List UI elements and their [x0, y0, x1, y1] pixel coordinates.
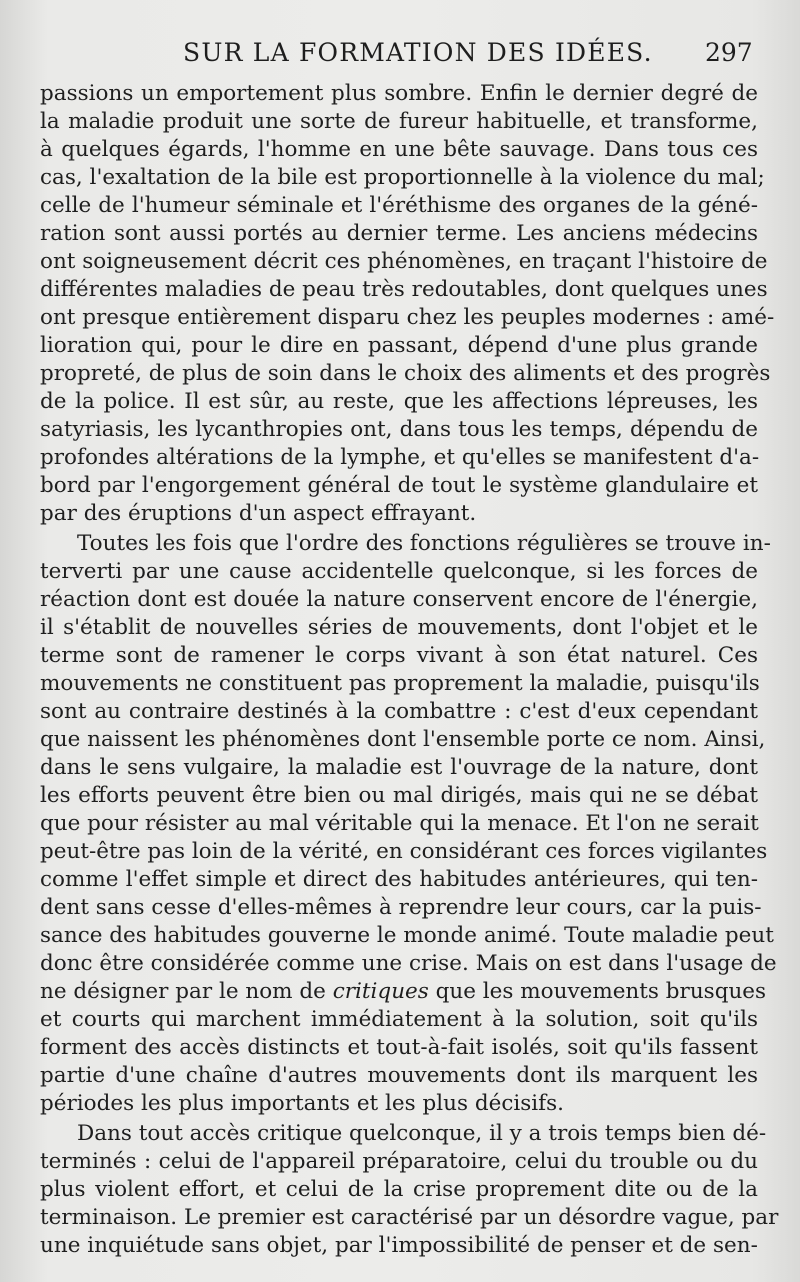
text-line: terminés : celui de l'appareil préparatoire, celui du trouble ou du — [40, 1149, 758, 1174]
text-line: sance des habitudes gouverne le monde animé. Toute maladie peut — [40, 923, 774, 948]
text-line: partie d'une chaîne d'autres mouvements dont ils marquent les — [40, 1063, 758, 1088]
text-line: que pour résister au mal véritable qui la menace. Et l'on ne serait — [40, 811, 759, 836]
text-line: propreté, de plus de soin dans le choix des aliments et des progrès — [40, 361, 771, 386]
text-line: ont presque entièrement disparu chez les peuples modernes : amé- — [40, 305, 775, 330]
text-line: peut-être pas loin de la vérité, en considérant ces forces vigilantes — [40, 839, 768, 864]
text-line: comme l'effet simple et direct des habitudes antérieures, qui ten- — [40, 867, 758, 892]
text-line: passions un emportement plus sombre. Enfin le dernier degré de — [40, 81, 758, 106]
text-line: Dans tout accès critique quelconque, il y a trois temps bien dé- — [77, 1121, 767, 1146]
text-line: différentes maladies de peau très redoutables, dont quelques unes — [40, 277, 768, 302]
text-line: terverti par une cause accidentelle quelconque, si les forces de — [40, 559, 758, 584]
text-line: terme sont de ramener le corps vivant à son état naturel. Ces — [40, 643, 758, 668]
body-text — [40, 80, 779, 1260]
text-line: plus violent effort, et celui de la crise proprement dite ou de la — [40, 1177, 758, 1202]
text-line: ne désigner par le nom de critiques que les mouvements brusques — [40, 979, 767, 1004]
text-line: Toutes les fois que l'ordre des fonctions régulières se trouve in- — [77, 531, 771, 556]
text-line: dent sans cesse d'elles-mêmes à reprendre leur cours, car la puis- — [40, 895, 762, 920]
text-line: lioration qui, pour le dire en passant, dépend d'une plus grande — [40, 333, 758, 358]
text-line: dans le sens vulgaire, la maladie est l'ouvrage de la nature, dont — [40, 755, 758, 780]
page-header — [0, 38, 800, 78]
running-head: SUR LA FORMATION DES IDÉES. — [183, 38, 653, 67]
text-line: ont soigneusement décrit ces phénomènes, en traçant l'histoire de — [40, 249, 768, 274]
text-line: mouvements ne constituent pas proprement la maladie, puisqu'ils — [40, 671, 760, 696]
paragraph — [40, 1120, 779, 1260]
paragraph — [40, 80, 775, 528]
text-line: réaction dont est douée la nature conservent encore de l'énergie, — [40, 587, 758, 612]
text-line: et courts qui marchent immédiatement à la solution, soit qu'ils — [40, 1007, 758, 1032]
text-line: donc être considérée comme une crise. Mais on est dans l'usage de — [40, 951, 777, 976]
paragraph — [40, 530, 777, 1118]
text-line: cas, l'exaltation de la bile est proportionnelle à la violence du mal; — [40, 165, 765, 190]
text-line: satyriasis, les lycanthropies ont, dans tous les temps, dépendu de — [40, 417, 758, 442]
text-line: la maladie produit une sorte de fureur habituelle, et transforme, — [40, 109, 758, 134]
text-line: les efforts peuvent être bien ou mal dirigés, mais qui ne se débat — [40, 783, 758, 808]
text-line: bord par l'engorgement général de tout le système glandulaire et — [40, 473, 758, 498]
text-line: il s'établit de nouvelles séries de mouvements, dont l'objet et le — [40, 615, 758, 640]
text-line: ration sont aussi portés au dernier terme. Les anciens médecins — [40, 221, 758, 246]
text-line: sont au contraire destinés à la combattre : c'est d'eux cependant — [40, 699, 758, 724]
text-line: que naissent les phénomènes dont l'ensemble porte ce nom. Ainsi, — [40, 727, 766, 752]
text-line: terminaison. Le premier est caractérisé par un désordre vague, par — [40, 1205, 779, 1230]
text-line: périodes les plus importants et les plus décisifs. — [40, 1091, 564, 1116]
text-line: à quelques égards, l'homme en une bête sauvage. Dans tous ces — [40, 137, 758, 162]
text-line: de la police. Il est sûr, au reste, que les affections lépreuses, les — [40, 389, 758, 414]
text-line: une inquiétude sans objet, par l'impossibilité de penser et de sen- — [40, 1233, 758, 1258]
text-line: celle de l'humeur séminale et l'éréthisme des organes de la géné- — [40, 193, 758, 218]
text-line: par des éruptions d'un aspect effrayant. — [40, 501, 477, 526]
text-line: profondes altérations de la lymphe, et qu'elles se manifestent d'a- — [40, 445, 760, 470]
page-number: 297 — [705, 38, 753, 67]
italic-term: critiques — [332, 979, 429, 1004]
text-line: forment des accès distincts et tout-à-fait isolés, soit qu'ils fassent — [40, 1035, 758, 1060]
